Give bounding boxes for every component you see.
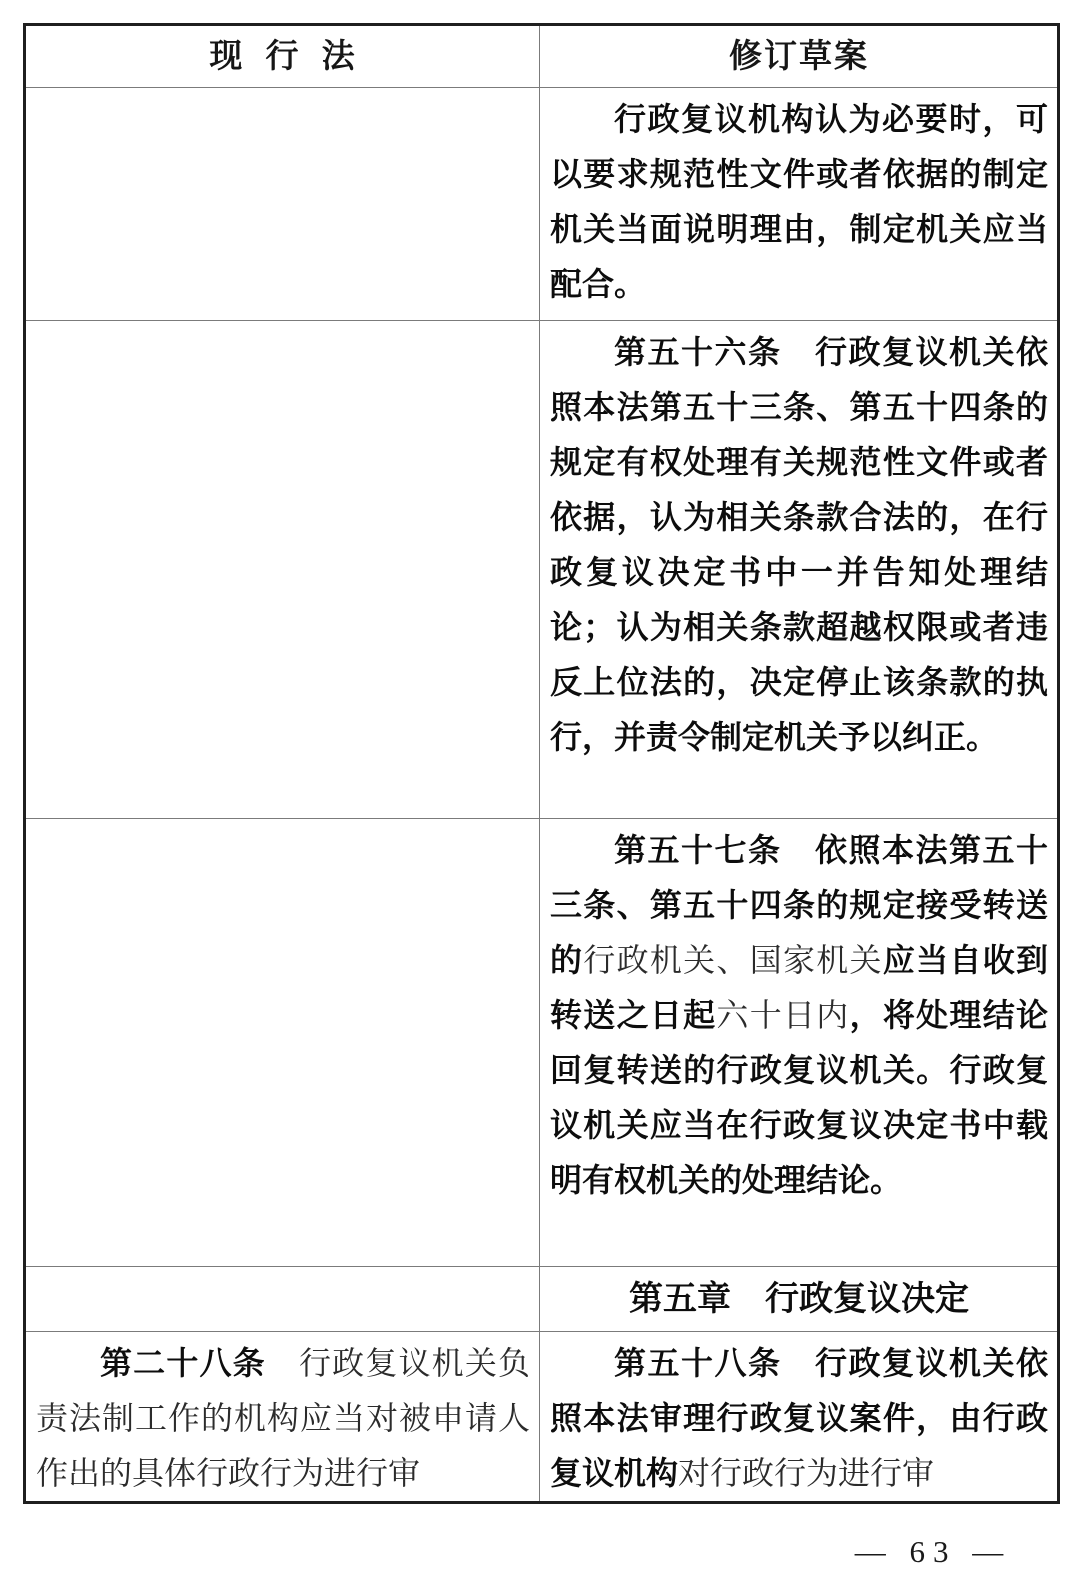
text-segment: 对行政行为进行审 <box>678 1455 935 1491</box>
cell-current-law-empty <box>25 321 540 819</box>
text-segment: 第二十八条 <box>100 1345 266 1381</box>
paragraph <box>36 1336 530 1501</box>
column-header-revision-draft: 修订草案 <box>540 25 1059 88</box>
text-segment: 六十日内 <box>716 997 850 1033</box>
table-header-row <box>25 25 1059 88</box>
text-segment: 行政复议机构认为必要时，可以要求规范性文件或者依据的制定机关当面说明理由，制定机关应当配合。 <box>550 101 1048 302</box>
table-row <box>25 1332 1059 1503</box>
cell-revision-draft-chapter <box>540 1267 1059 1332</box>
table-row <box>25 819 1059 1267</box>
paragraph <box>550 92 1048 312</box>
cell-current-law-empty <box>25 88 540 321</box>
cell-revision-draft <box>540 819 1059 1267</box>
cell-current-law-empty <box>25 1267 540 1332</box>
cell-current-law-empty <box>25 819 540 1267</box>
paragraph <box>550 325 1048 765</box>
law-comparison-table <box>23 23 1060 1504</box>
text-segment: 第五十七条 依照本法第五十三条、第五十四条的规定接受转送的 <box>550 832 1048 978</box>
cell-current-law <box>25 1332 540 1503</box>
table-row <box>25 321 1059 819</box>
table-row-chapter <box>25 1267 1059 1332</box>
text-segment: 行政机关、国家机关 <box>583 942 883 978</box>
page-number: — 63 — <box>854 1534 1012 1569</box>
chapter-heading: 第五章 行政复议决定 <box>629 1280 969 1318</box>
text-segment: 行政复议机关负责法制工作的机构应当对被申请人作出的具体行政行为进行审 <box>36 1345 530 1491</box>
cell-revision-draft <box>540 1332 1059 1503</box>
paragraph <box>550 823 1048 1208</box>
text-segment: 第五十八条 行政复议机关依照本法审理行政复议案件，由行政复议机构 <box>550 1345 1048 1491</box>
column-header-current-law: 现 行 法 <box>25 25 540 88</box>
cell-revision-draft <box>540 88 1059 321</box>
paragraph <box>550 1336 1048 1501</box>
text-segment: 第五十六条 行政复议机关依照本法第五十三条、第五十四条的规定有权处理有关规范性文件或者依据，认为相关条款合法的，在行政复议决定书中一并告知处理结论；认为相关条款超越权限或者违反上位法的，决定停止该条款的执行，并责令制定机关予以纠正。 <box>550 334 1048 755</box>
text-segment: ，将处理结论回复转送的行政复议机关。行政复议机关应当在行政复议决定书中载明有权机关的处理结论。 <box>550 997 1048 1198</box>
table-row <box>25 88 1059 321</box>
text-segment: 应当自收到转送之日起 <box>550 942 1048 1033</box>
cell-revision-draft <box>540 321 1059 819</box>
